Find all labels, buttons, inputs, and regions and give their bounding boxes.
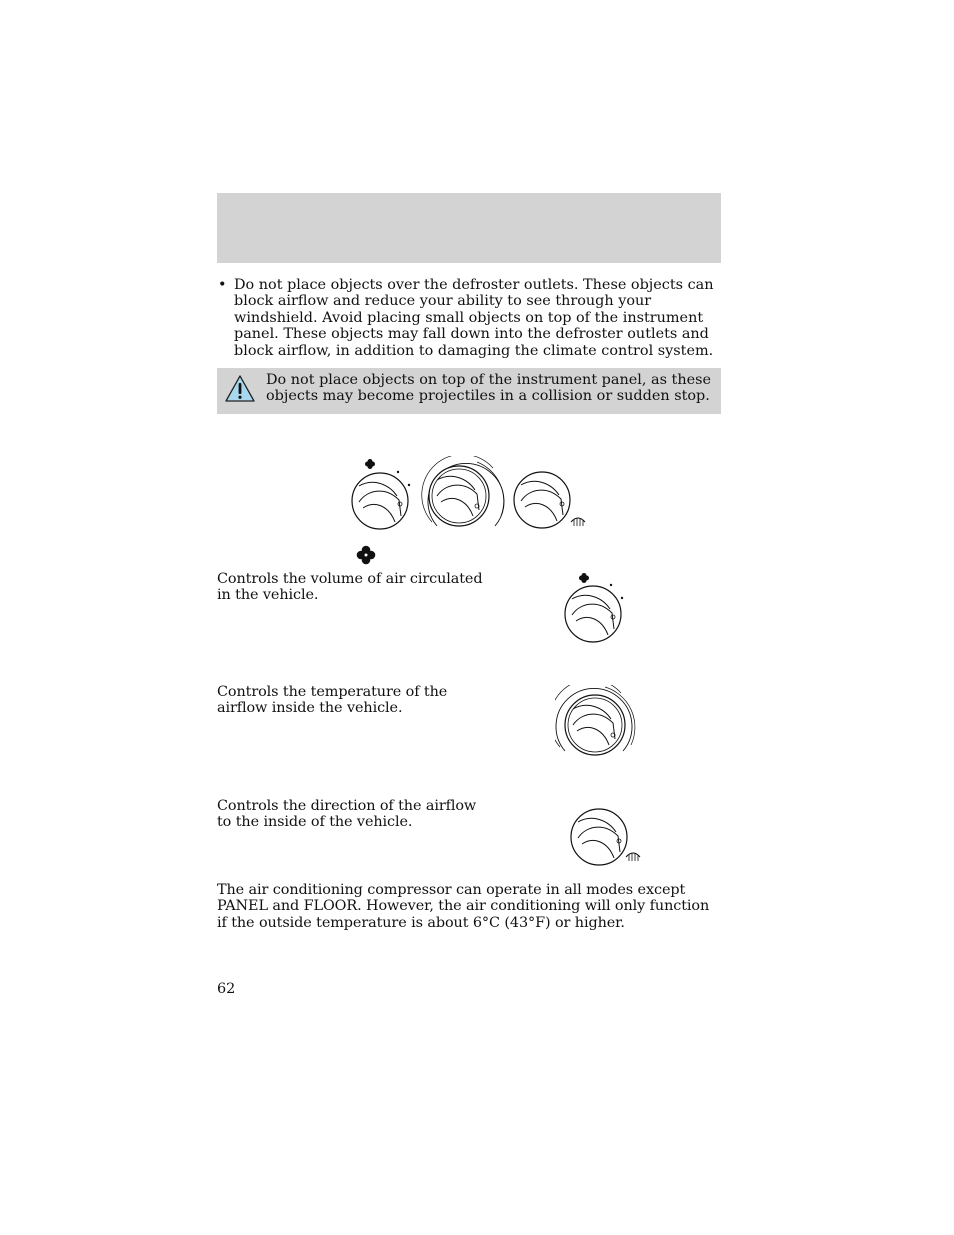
fan-icon <box>356 545 376 565</box>
page-number: 62 <box>217 981 236 997</box>
mode-knob-icon <box>565 803 645 873</box>
temperature-knob-icon <box>555 685 640 760</box>
temperature-knob-icon <box>422 456 504 526</box>
climate-control-panel-illustration <box>345 456 590 536</box>
section-header-band <box>217 193 721 263</box>
bullet-list <box>217 277 721 359</box>
mode-knob-icon <box>514 472 585 528</box>
fan-knob-icon <box>560 571 635 646</box>
bullet-marker: • <box>218 277 227 293</box>
mode-description: Controls the direction of the airflow to the inside of the vehicle. <box>217 798 477 831</box>
bullet-text: Do not place objects over the defroster outlets. These objects can block airflow and reduce your ability to see through your windshield. Avoid placing small objects on top of the instrument panel. These objects may fall down into the defroster outlets and block airflow, in addition to damaging the climate control system. <box>234 277 714 359</box>
warning-box <box>217 368 721 414</box>
defrost-icon <box>626 853 640 861</box>
warning-text: Do not place objects on top of the instrument panel, as these objects may become projectiles in a collision or sudden stop. <box>266 372 712 405</box>
fan-knob-icon <box>352 459 410 529</box>
list-item <box>217 277 721 359</box>
fan-description: Controls the volume of air circulated in the vehicle. <box>217 571 483 604</box>
temperature-description: Controls the temperature of the airflow inside the vehicle. <box>217 684 448 717</box>
warning-triangle-icon <box>224 374 256 404</box>
defrost-icon <box>571 518 585 526</box>
ac-note: The air conditioning compressor can operate in all modes except PANEL and FLOOR. However, the air conditioning will only function if the outside temperature is about 6°C (43°F) or higher. <box>217 882 710 931</box>
